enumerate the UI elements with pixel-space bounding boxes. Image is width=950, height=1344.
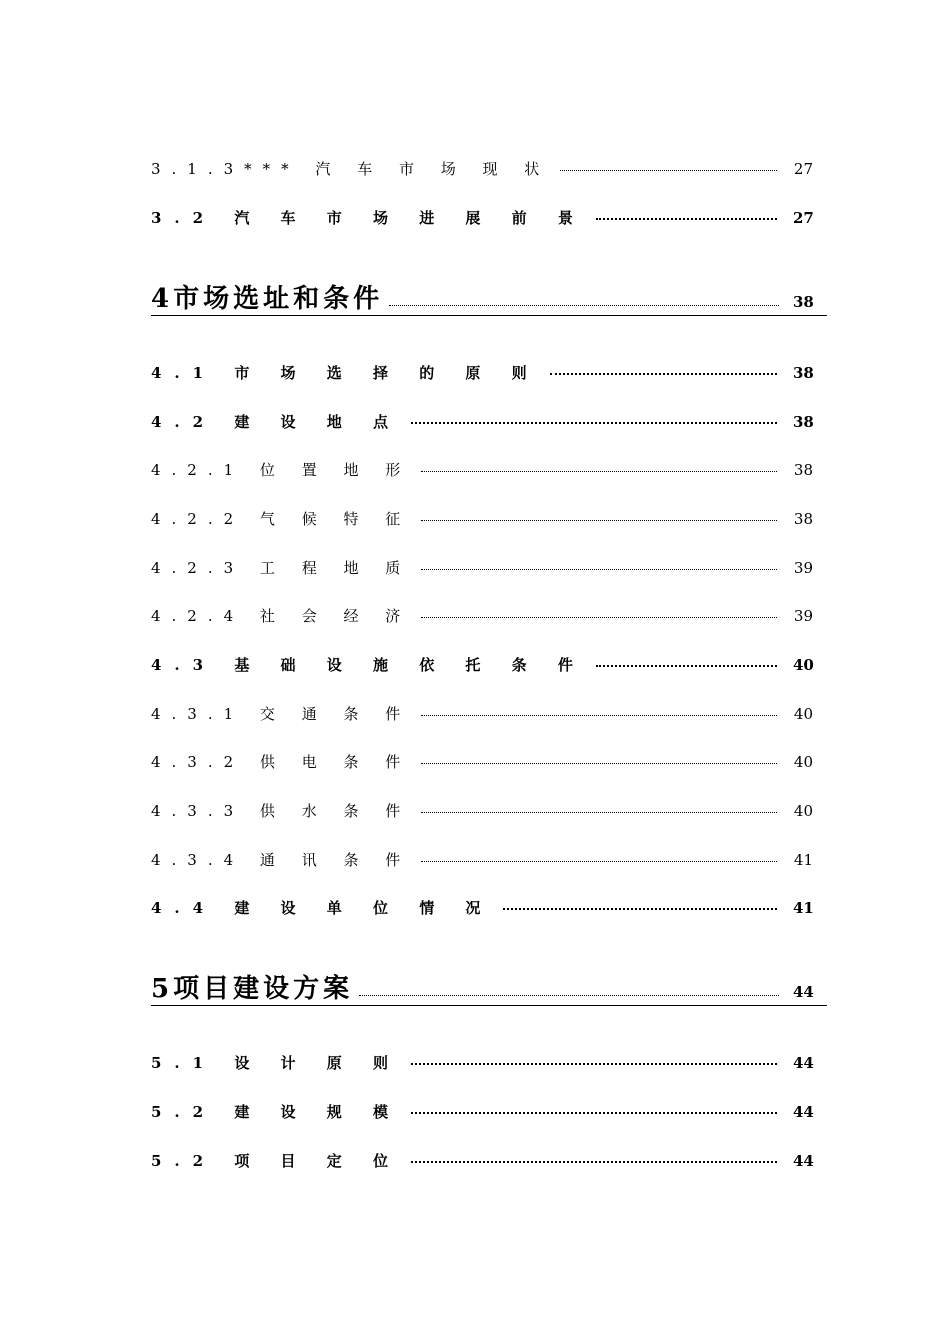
toc-entry-label: 4.3.2 供 电 条 件 bbox=[151, 753, 412, 771]
toc-dot-leader bbox=[389, 305, 779, 306]
toc-entry[interactable] bbox=[151, 654, 813, 675]
toc-chapter-entry[interactable] bbox=[151, 278, 827, 316]
toc-entry-page: 40 bbox=[793, 705, 813, 723]
toc-dot-leader bbox=[560, 170, 777, 171]
toc-dot-leader bbox=[596, 665, 777, 667]
toc-dot-leader bbox=[421, 569, 777, 570]
toc-entry[interactable] bbox=[151, 459, 813, 480]
toc-entry-label: 4.2 建 设 地 点 bbox=[151, 413, 401, 431]
toc-dot-leader bbox=[411, 1112, 777, 1114]
toc-dot-leader bbox=[596, 218, 777, 220]
toc-chapter-label: 5项目建设方案 bbox=[151, 974, 354, 1004]
toc-entry-label: 4.4 建 设 单 位 情 况 bbox=[151, 899, 494, 917]
toc-entry-label: 4.2.3 工 程 地 质 bbox=[151, 559, 412, 577]
toc-entry-label: 4.3.3 供 水 条 件 bbox=[151, 802, 412, 820]
toc-dot-leader bbox=[421, 520, 777, 521]
toc-entry-page: 27 bbox=[793, 209, 814, 227]
toc-entry[interactable] bbox=[151, 800, 813, 821]
toc-entry-page: 44 bbox=[793, 1152, 814, 1170]
toc-entry[interactable] bbox=[151, 158, 813, 179]
toc-dot-leader bbox=[421, 471, 777, 472]
toc-dot-leader bbox=[421, 715, 777, 716]
toc-entry-label: 4.3.1 交 通 条 件 bbox=[151, 705, 412, 723]
toc-entry[interactable] bbox=[151, 362, 813, 383]
toc-entry-page: 41 bbox=[793, 899, 814, 917]
toc-chapter-page: 44 bbox=[793, 983, 814, 1001]
toc-entry[interactable] bbox=[151, 703, 813, 724]
toc-entry-label: 4.3 基 础 设 施 依 托 条 件 bbox=[151, 656, 586, 674]
toc-entry-page: 38 bbox=[793, 510, 813, 528]
toc-entry-label: 4.3.4 通 讯 条 件 bbox=[151, 851, 412, 869]
toc-entry[interactable] bbox=[151, 1052, 813, 1073]
toc-entry-page: 27 bbox=[793, 160, 813, 178]
toc-chapter-entry[interactable] bbox=[151, 968, 827, 1006]
toc-entry[interactable] bbox=[151, 207, 813, 228]
toc-dot-leader bbox=[421, 812, 777, 813]
toc-entry-page: 40 bbox=[793, 802, 813, 820]
toc-entry-page: 40 bbox=[793, 753, 813, 771]
toc-entry[interactable] bbox=[151, 849, 813, 870]
toc-entry-label: 4.2.4 社 会 经 济 bbox=[151, 607, 412, 625]
toc-entry[interactable] bbox=[151, 557, 813, 578]
toc-dot-leader bbox=[411, 1063, 777, 1065]
toc-entry-label: 5.2 建 设 规 模 bbox=[151, 1103, 401, 1121]
toc-entry-label: 4.1 市 场 选 择 的 原 则 bbox=[151, 364, 540, 382]
toc-entry-page: 38 bbox=[793, 364, 814, 382]
toc-entry[interactable] bbox=[151, 411, 813, 432]
toc-entry[interactable] bbox=[151, 508, 813, 529]
toc-dot-leader bbox=[411, 422, 777, 424]
toc-dot-leader bbox=[421, 861, 777, 862]
toc-entry[interactable] bbox=[151, 1101, 813, 1122]
toc-dot-leader bbox=[359, 995, 779, 996]
toc-entry[interactable] bbox=[151, 897, 813, 918]
toc-dot-leader bbox=[421, 617, 777, 618]
toc-dot-leader bbox=[421, 763, 777, 764]
toc-dot-leader bbox=[550, 373, 777, 375]
toc-chapter-page: 38 bbox=[793, 293, 814, 311]
toc-entry-label: 5.2 项 目 定 位 bbox=[151, 1152, 401, 1170]
toc-entry-label: 4.2.1 位 置 地 形 bbox=[151, 461, 412, 479]
toc-entry-label: 3.1.3*** 汽 车 市 场 现 状 bbox=[151, 160, 551, 178]
toc-dot-leader bbox=[411, 1161, 777, 1163]
toc-entry-label: 3.2 汽 车 市 场 进 展 前 景 bbox=[151, 209, 586, 227]
toc-entry-page: 39 bbox=[793, 607, 813, 625]
toc-dot-leader bbox=[503, 908, 777, 910]
toc-entry-page: 44 bbox=[793, 1103, 814, 1121]
toc-entry-page: 41 bbox=[793, 851, 813, 869]
toc-entry[interactable] bbox=[151, 605, 813, 626]
toc-chapter-label: 4市场选址和条件 bbox=[151, 284, 384, 314]
toc-entry-label: 5.1 设 计 原 则 bbox=[151, 1054, 401, 1072]
toc-entry-page: 39 bbox=[793, 559, 813, 577]
toc-entry-page: 38 bbox=[793, 413, 814, 431]
toc-entry-page: 44 bbox=[793, 1054, 814, 1072]
toc-entry-label: 4.2.2 气 候 特 征 bbox=[151, 510, 412, 528]
toc-entry[interactable] bbox=[151, 751, 813, 772]
toc-entry-page: 38 bbox=[793, 461, 813, 479]
toc-entry-page: 40 bbox=[793, 656, 814, 674]
toc-entry[interactable] bbox=[151, 1150, 813, 1171]
